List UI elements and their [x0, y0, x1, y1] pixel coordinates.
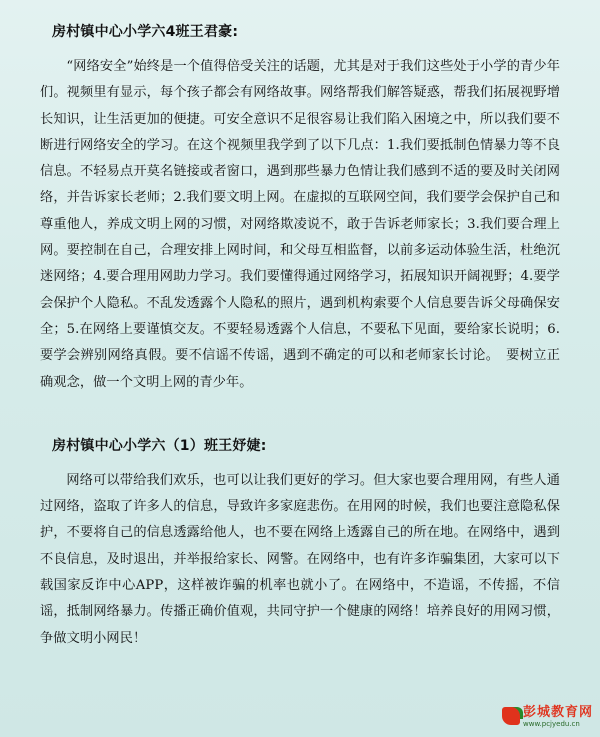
logo-text	[523, 705, 593, 728]
section-1-heading: 房村镇中心小学六4班王君豪:	[52, 24, 239, 40]
logo-name: 彭城教育网	[523, 704, 594, 720]
logo-url: www.pcjyedu.cn	[523, 719, 580, 728]
site-watermark-logo	[502, 701, 594, 731]
article-section-1	[40, 22, 560, 396]
section-1-body: “网络安全”始终是一个值得倍受关注的话题，尤其是对于我们这些处于小学的青少年们。视频里有显示，每个孩子都会有网络故事。网络帮我们解答疑惑，帮我们拓展视野增长知识，让生活更加的便捷。可安全意识不足很容易让我们陷入困境之中，所以我们要不断进行网络安全的学习。在这个视频里我学到了以下几点：1.我们要抵制色情暴力等不良信息。不轻易点开莫名链接或者窗口，遇到那些暴力色情让我们感到不适的要及时关闭网络，并告诉家长老师；2.我们要文明上网。在虚拟的互联网空间，我们要学会保护自己和尊重他人，养成文明上网的习惯，对网络欺凌说不，敢于告诉老师家长；3.我们要合理上网。要控制在自己，合理安排上网时间，和父母互相监督，以前多运动体验生活，杜绝沉迷网络；4.要合理用网助力学习。我们要懂得通过网络学习，拓展知识开阔视野；4.要学会保护个人隐私。不乱发透露个人隐私的照片，遇到机构索要个人信息要告诉父母确保安全；5.在网络上要谨慎交友。不要轻易透露个人信息，不要私下见面，要给家长说明；6.要学会辨别网络真假。要不信谣不传谣，遇到不确定的可以和老师家长讨论。 要树立正确观念，做一个文明上网的青少年。	[40, 59, 560, 390]
section-2-body: 网络可以带给我们欢乐，也可以让我们更好的学习。但大家也要合理用网，有些人通过网络，盗取了许多人的信息，导致许多家庭悲伤。在用网的时候，我们也要注意隐私保护，不要将自己的信息透露给他人，也不要在网络上透露自己的所在地。在网络中，遇到不良信息，及时退出，并举报给家长、网警。在网络中，也有许多诈骗集团，大家可以下载国家反诈中心APP，这样被诈骗的机率也就小了。在网络中，不造谣，不传摇，不信谣，抵制网络暴力。传播正确价值观，共同守护一个健康的网络！培养良好的用网习惯，争做文明小网民！	[40, 472, 560, 646]
section-2-heading: 房村镇中心小学六（1）班王妤婕:	[52, 437, 267, 454]
article-section-2	[40, 436, 560, 652]
logo-icon	[502, 707, 520, 725]
